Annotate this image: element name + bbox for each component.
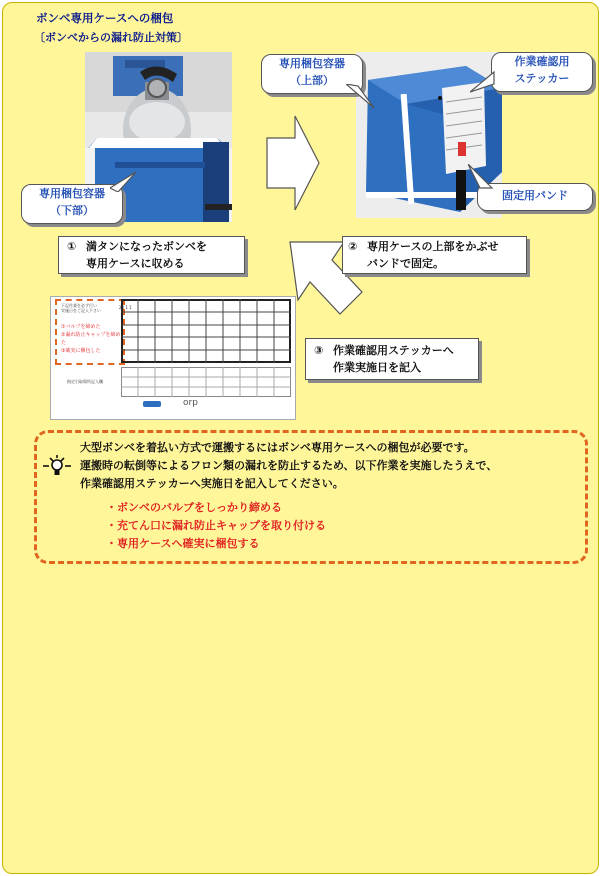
notice-bullet: ・ボンベのバルブをしっかり締める (106, 501, 282, 514)
sticker-lower-grid (121, 367, 291, 397)
callout-tail (468, 164, 494, 190)
step-arrow-right-icon (265, 114, 321, 212)
step-2-box: ② 専用ケースの上部をかぶせ バンドで固定。 (342, 236, 527, 274)
sticker-date: 20 1 1 (119, 305, 132, 310)
lightbulb-icon (42, 455, 72, 477)
step-3-box: ③ 作業確認用ステッカーへ 作業実施日を記入 (305, 338, 479, 380)
callout-lower-container: 専用梱包容器 （下部） (21, 184, 123, 224)
callout-tail (110, 170, 138, 192)
notice-line: 作業確認用ステッカーへ実施日を記入してください。 (80, 477, 344, 490)
sticker-handler-label: 指定引取場所記入欄 (67, 379, 103, 384)
sticker-grid (121, 299, 291, 363)
notice-bullet: ・充てん口に漏れ防止キャップを取り付ける (106, 519, 326, 532)
page-subtitle: 〔ボンベからの漏れ防止対策〕 (34, 31, 188, 44)
sticker-check-items: ①バルブを締めた ②漏れ防止キャップを締めた ③確実に梱包した (61, 324, 121, 354)
page-title: ボンベ専用ケースへの梱包 (36, 11, 174, 25)
sticker-logo-text: orp (183, 398, 198, 408)
step-1-box: ① 満タンになったボンベを 専用ケースに収める (58, 236, 245, 274)
callout-upper-container: 専用梱包容器 （上部） (261, 54, 363, 94)
notice-bullet: ・専用ケースへ確実に梱包する (106, 537, 260, 550)
sticker-header: 下記作業を必ず行い 実施日をご記入下さい (61, 303, 101, 313)
callout-fixing-band: 固定用バンド (477, 183, 593, 211)
callout-tail (470, 70, 496, 94)
sticker-form-image (50, 296, 296, 420)
notice-line: 大型ボンベを着払い方式で運搬するにはボンベ専用ケースへの梱包が必要です。 (80, 441, 475, 454)
sticker-check-highlight (55, 299, 125, 365)
notice-line: 運搬時の転倒等によるフロン類の漏れを防止するため、以下作業を実施したうえで、 (80, 459, 498, 472)
callout-work-sticker: 作業確認用 ステッカー (491, 52, 593, 92)
callout-tail (346, 84, 376, 110)
sticker-logo-mark (143, 401, 161, 407)
